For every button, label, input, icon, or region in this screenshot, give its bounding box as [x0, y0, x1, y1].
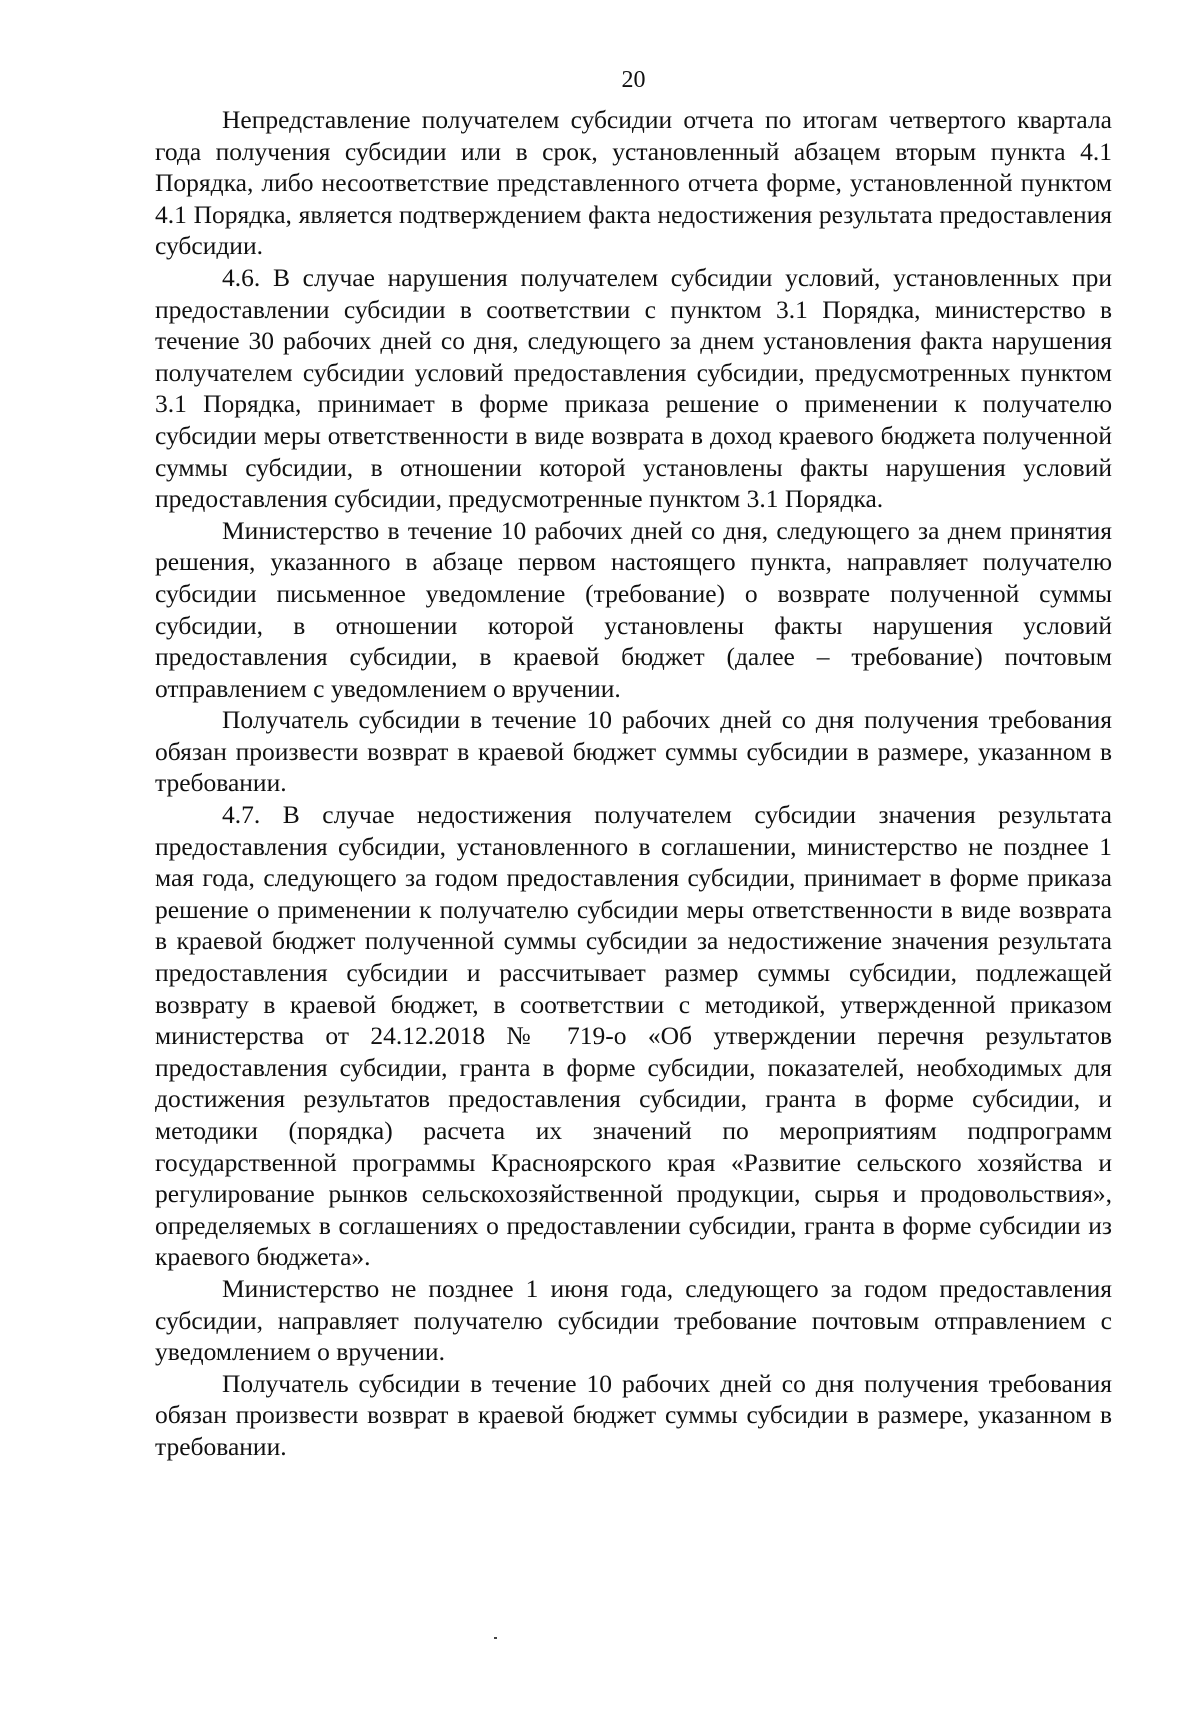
page-number: 20	[621, 67, 646, 93]
paragraph-report-nonsubmission: Непредставление получателем субсидии отчета по итогам четвертого квартала года получения субсидии или в срок, установленный абзацем вторым пункта 4.1 Порядка, либо несоответствие представленного отчета форме, установленной пунктом 4.1 Порядка, является подтверждением факта недостижения результата предоставления субсидии.	[155, 105, 1112, 261]
paragraph-4-6-violation: 4.6. В случае нарушения получателем субсидии условий, установленных при предоставлении субсидии в соответствии с пунктом 3.1 Порядка, министерство в течение 30 рабочих дней со дня, следующего за днем установления факта нарушения получателем субсидии условий предоставления субсидии, предусмотренных пунктом 3.1 Порядка, принимает в форме приказа решение о применении к получателю субсидии меры ответственности в виде возврата в доход краевого бюджета полученной суммы субсидии, в отношении которой установлены факты нарушения условий предоставления субсидии, предусмотренные пунктом 3.1 Порядка.	[155, 262, 1112, 514]
paragraph-4-7-nonachievement: 4.7. В случае недостижения получателем субсидии значения результата предоставления субсидии, установленного в соглашении, министерство не позднее 1 мая года, следующего за годом предоставления субсидии, принимает в форме приказа решение о применении к получателю субсидии меры ответственности в виде возврата в краевой бюджет полученной суммы субсидии за недостижение значения результата предоставления субсидии и рассчитывает размер суммы субсидии, подлежащей возврату в краевой бюджет, в соответствии с методикой, утвержденной приказом министерства от 24.12.2018 № 719-о «Об утверждении перечня результатов предоставления субсидии, гранта в форме субсидии, показателей, необходимых для достижения результатов предоставления субсидии, гранта в форме субсидии, и методики (порядка) расчета их значений по мероприятиям подпрограмм государственной программы Красноярского края «Развитие сельского хозяйства и регулирование рынков сельскохозяйственной продукции, сырья и продовольствия», определяемых в соглашениях о предоставлении субсидии, гранта в форме субсидии из краевого бюджета».	[155, 800, 1112, 1272]
document-page	[155, 66, 1112, 1463]
paragraph-recipient-refund: Получатель субсидии в течение 10 рабочих дней со дня получения требования обязан произвести возврат в краевой бюджет суммы субсидии в размере, указанном в требовании.	[155, 705, 1112, 798]
scan-speck	[494, 1637, 497, 1639]
paragraph-recipient-refund-final: Получатель субсидии в течение 10 рабочих дней со дня получения требования обязан произвести возврат в краевой бюджет суммы субсидии в размере, указанном в требовании.	[155, 1368, 1112, 1461]
paragraph-ministry-june-requirement: Министерство не позднее 1 июня года, следующего за годом предоставления субсидии, направляет получателю субсидии требование почтовым отправлением с уведомлением о вручении.	[155, 1273, 1112, 1367]
paragraph-ministry-notification: Министерство в течение 10 рабочих дней со дня, следующего за днем принятия решения, указанного в абзаце первом настоящего пункта, направляет получателю субсидии письменное уведомление (требование) о возврате полученной суммы субсидии, в отношении которой установлены факты нарушения условий предоставления субсидии, в краевой бюджет (далее – требование) почтовым отправлением с уведомлением о вручении.	[155, 515, 1112, 703]
